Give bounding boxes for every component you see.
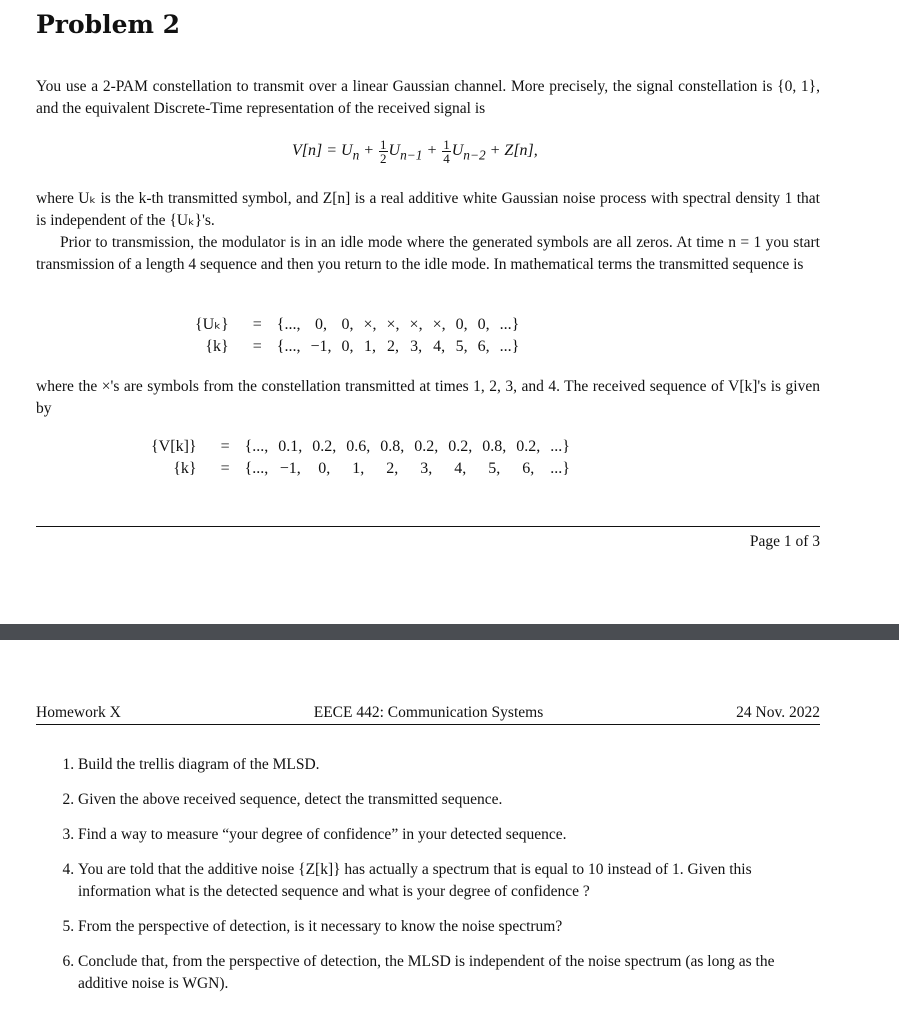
header-center: EECE 442: Communication Systems <box>313 704 544 721</box>
seq-cell: 0.2, <box>516 438 541 455</box>
seq-cell: ...} <box>499 316 520 333</box>
header-right: 24 Nov. 2022 <box>736 704 820 721</box>
page-separator <box>0 624 899 640</box>
seq-cell: 0.8, <box>380 438 405 455</box>
header-left: Homework X <box>36 704 121 721</box>
seq1-row2-rel: = <box>252 338 262 355</box>
seq1-row1-lhs: {Uₖ} <box>195 316 229 333</box>
seq-cell: 3, <box>420 460 433 477</box>
question-list <box>36 754 820 1008</box>
eq-frac-half-num: 1 <box>380 137 387 152</box>
seq-cell: 3, <box>410 338 423 355</box>
eq-term-2: U <box>388 142 401 160</box>
seq2-row2-lhs: {k} <box>173 460 197 477</box>
seq-cell: ×, <box>386 316 400 333</box>
seq-cell: ×, <box>432 316 446 333</box>
seq-cell: 0, <box>318 460 331 477</box>
eq-tail: + Z[n], <box>485 142 538 160</box>
footer-rule <box>36 526 820 527</box>
seq-cell: ...} <box>550 460 570 477</box>
seq-cell: {..., <box>244 438 269 455</box>
prior-paragraph: Prior to transmission, the modulator is in an idle mode where the generated symbols are all zeros. At time n = 1 you start transmission of a length 4 sequence and then you return to the idle mode. In mathematical terms the transmitted sequence is <box>36 234 820 273</box>
question-item: 3. Find a way to measure “your degree of confidence” in your detected sequence. <box>78 824 820 846</box>
eq-frac-half <box>379 138 388 165</box>
question-item: 4. You are told that the additive noise {Z[k]} has actually a spectrum that is equal to 10 instead of 1. Given this information what is the detected sequence and what is your degree of confidence ? <box>78 859 820 903</box>
eq-frac-half-den: 2 <box>380 151 387 166</box>
problem-title: Problem 2 <box>36 10 181 39</box>
seq-cell: 1, <box>364 338 376 355</box>
question-item: 5. From the perspective of detection, is it necessary to know the noise spectrum? <box>78 916 820 938</box>
seq-cell: ...} <box>499 338 520 355</box>
seq-cell: 0, <box>341 338 354 355</box>
page-header <box>36 704 820 725</box>
seq-cell: 6, <box>522 460 535 477</box>
seq-cell: 0.2, <box>414 438 439 455</box>
seq-cell: 0, <box>477 316 490 333</box>
seq-cell: 0, <box>455 316 468 333</box>
eq-term-3: U <box>451 142 464 160</box>
received-sequence <box>146 436 575 480</box>
eq-frac-quarter-num: 1 <box>443 137 450 152</box>
where-paragraph: where Uₖ is the k-th transmitted symbol, and Z[n] is a real additive white Gaussian noise process with spectral density 1 that is independent of the {Uₖ}'s. <box>36 190 820 229</box>
eq-plus-1: + <box>359 142 379 160</box>
eq-plus-2: + <box>422 142 442 160</box>
seq-cell: 5, <box>488 460 501 477</box>
seq-cell: 6, <box>477 338 490 355</box>
eq-lhs: V[n] = U <box>292 142 353 160</box>
seq-cell: {..., <box>244 460 269 477</box>
seq-cell: 0, <box>341 316 354 333</box>
eq-frac-quarter <box>442 138 451 165</box>
transmitted-sequence <box>190 314 524 358</box>
seq-cell: −1, <box>279 460 301 477</box>
channel-equation <box>292 138 538 165</box>
seq-cell: 2, <box>386 460 399 477</box>
page-number: Page 1 of 3 <box>749 533 820 550</box>
seq-cell: 0.1, <box>278 438 303 455</box>
question-item: 1. Build the trellis diagram of the MLSD. <box>78 754 820 776</box>
seq-cell: ×, <box>409 316 423 333</box>
question-item: 2. Given the above received sequence, detect the transmitted sequence. <box>78 789 820 811</box>
seq1-row2-lhs: {k} <box>205 338 229 355</box>
intro-paragraph: You use a 2-PAM constellation to transmit over a linear Gaussian channel. More precisely, the signal constellation is {0, 1}, and the equivalent Discrete-Time representation of the received signal is <box>36 78 820 117</box>
seq-cell: 5, <box>455 338 468 355</box>
eq-sub-2: n−1 <box>400 147 423 163</box>
seq-cell: {..., <box>276 316 301 333</box>
seq-cell: 0.6, <box>346 438 371 455</box>
seq-cell: ×, <box>363 316 377 333</box>
seq2-row1-lhs: {V[k]} <box>151 438 197 455</box>
seq-cell: {..., <box>276 338 301 355</box>
eq-frac-quarter-den: 4 <box>443 151 450 166</box>
xs-paragraph: where the ×'s are symbols from the constellation transmitted at times 1, 2, 3, and 4. The received sequence of V[k]'s is given by <box>36 378 820 417</box>
seq-cell: −1, <box>310 338 332 355</box>
seq-cell: 0.2, <box>312 438 337 455</box>
seq-cell: 0.8, <box>482 438 507 455</box>
seq2-row1-rel: = <box>220 438 230 455</box>
eq-sub-3: n−2 <box>463 147 486 163</box>
seq-cell: 2, <box>387 338 400 355</box>
question-item: 6. Conclude that, from the perspective of detection, the MLSD is independent of the noise spectrum (as long as the additive noise is WGN). <box>78 951 820 995</box>
seq-cell: 4, <box>433 338 446 355</box>
eq-sub-1: n <box>352 147 360 163</box>
seq-cell: 1, <box>352 460 365 477</box>
seq-cell: 0, <box>314 316 327 333</box>
seq-cell: 4, <box>454 460 467 477</box>
seq2-row2-rel: = <box>220 460 230 477</box>
seq1-row1-rel: = <box>252 316 262 333</box>
seq-cell: 0.2, <box>448 438 473 455</box>
seq-cell: ...} <box>550 438 570 455</box>
